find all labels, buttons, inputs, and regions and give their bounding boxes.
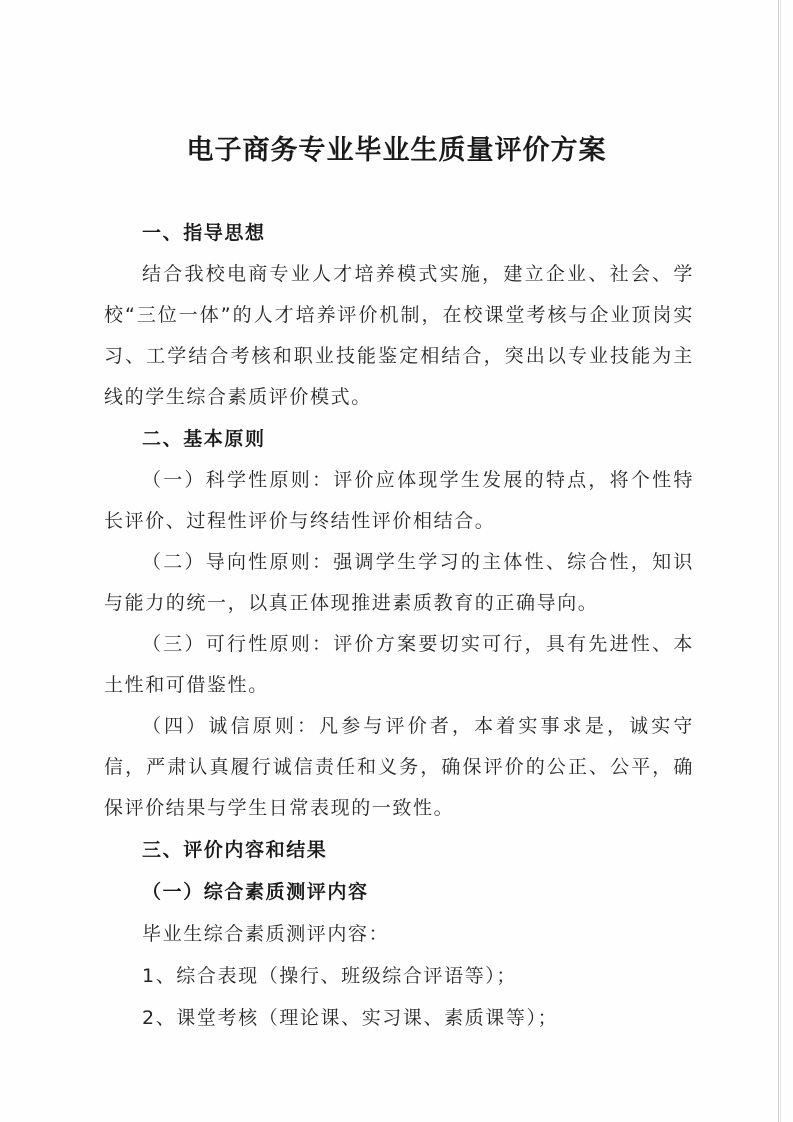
document-title: 电子商务专业毕业生质量评价方案 bbox=[186, 135, 607, 166]
intro-line: 毕业生综合素质测评内容： bbox=[142, 923, 390, 945]
list-item: 1、综合表现（操行、班级综合评语等）； bbox=[142, 965, 517, 987]
section-heading-evaluation-content: 三、评价内容和结果 bbox=[142, 839, 328, 861]
list-item: 2、课堂考核（理论课、实习课、素质课等）； bbox=[142, 1007, 559, 1029]
subsection-heading: （一）综合素质测评内容 bbox=[142, 881, 369, 903]
section-heading-guiding-ideology: 一、指导思想 bbox=[142, 222, 266, 244]
paragraph: （二）导向性原则：强调学生学习的主体性、综合性，知识与能力的统一，以真正体现推进素质教育的正确导向。 bbox=[104, 551, 694, 614]
section-heading-basic-principles: 二、基本原则 bbox=[142, 428, 266, 450]
paragraph: （一）科学性原则：评价应体现学生发展的特点，将个性特长评价、过程性评价与终结性评价相结合。 bbox=[104, 469, 694, 532]
paragraph: （三）可行性原则：评价方案要切实可行，具有先进性、本土性和可借鉴性。 bbox=[104, 633, 694, 696]
paragraph: （四）诚信原则：凡参与评价者，本着实事求是，诚实守信，严肃认真履行诚信责任和义务，确保评价的公正、公平，确保评价结果与学生日常表现的一致性。 bbox=[104, 715, 694, 819]
document-body bbox=[104, 212, 694, 1039]
paragraph: 结合我校电商专业人才培养模式实施，建立企业、社会、学校“三位一体”的人才培养评价机制，在校课堂考核与企业顶岗实习、工学结合考核和职业技能鉴定相结合，突出以专业技能为主线的学生综合素质评价模式。 bbox=[104, 263, 694, 408]
